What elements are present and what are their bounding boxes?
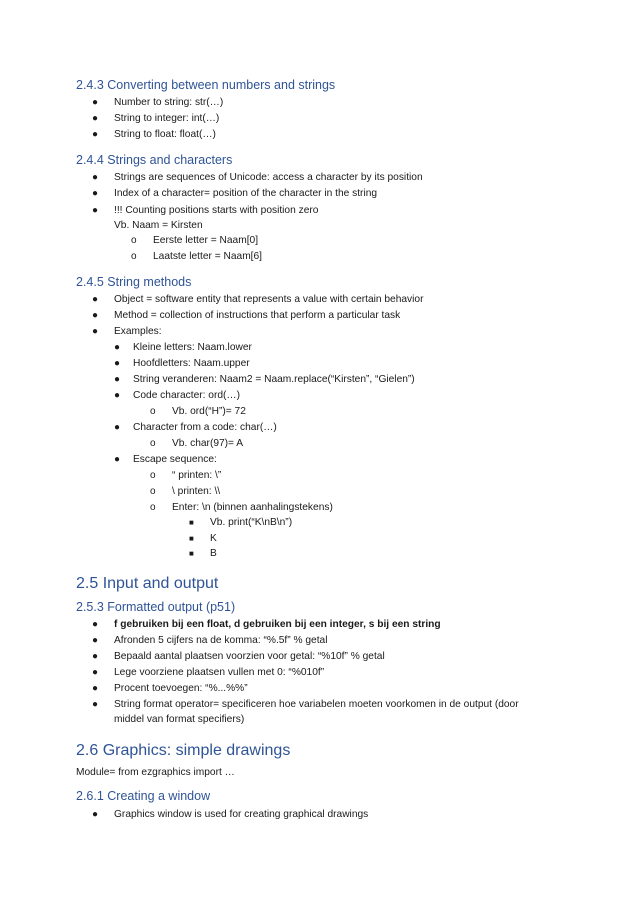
heading-2-5: 2.5 Input and output: [76, 575, 219, 592]
code-example-line: K: [210, 533, 217, 544]
list-item: Method = collection of instructions that perform a particular task: [114, 310, 401, 321]
bullet-icon: ●: [92, 172, 99, 183]
bullet-icon: ●: [114, 390, 121, 401]
sub-example-item: Enter: \n (binnen aanhalingstekens): [172, 502, 333, 513]
bullet-icon: ●: [92, 310, 99, 321]
sub-list-item: Laatste letter = Naam[6]: [153, 251, 263, 262]
sub-example-item: Vb. char(97)= A: [172, 438, 244, 449]
code-example-line: B: [210, 548, 217, 559]
example-line: Vb. Naam = Kirsten: [114, 220, 203, 231]
bullet-icon: ●: [114, 358, 121, 369]
bullet-icon: ●: [92, 294, 99, 305]
bullet-icon: ●: [114, 422, 121, 433]
bullet-icon: ●: [92, 188, 99, 199]
hollow-bullet-icon: o: [150, 406, 156, 417]
sub-example-item: “ printen: \”: [172, 470, 222, 481]
heading-2-6-1: 2.6.1 Creating a window: [76, 789, 211, 803]
list-item: Strings are sequences of Unicode: access a character by its position: [114, 172, 423, 183]
sub-example-item: Vb. ord(“H”)= 72: [172, 406, 246, 417]
bullet-icon: ●: [92, 97, 99, 108]
list-item: Afronden 5 cijfers na de komma: “%.5f” % getal: [114, 635, 328, 646]
list-item: Lege voorziene plaatsen vullen met 0: “%010f”: [114, 667, 325, 678]
list-item-continuation: middel van format specifiers): [114, 714, 245, 725]
hollow-bullet-icon: o: [150, 486, 156, 497]
bullet-icon: ●: [92, 129, 99, 140]
heading-2-4-5: 2.4.5 String methods: [76, 275, 192, 289]
list-item: Number to string: str(…): [114, 97, 224, 108]
list-item: !!! Counting positions starts with position zero: [114, 205, 319, 216]
bullet-icon: ●: [92, 667, 99, 678]
bullet-icon: ●: [92, 326, 99, 337]
square-bullet-icon: ■: [189, 534, 194, 543]
heading-2-6: 2.6 Graphics: simple drawings: [76, 742, 291, 759]
list-item: Bepaald aantal plaatsen voorzien voor getal: “%10f” % getal: [114, 651, 385, 662]
list-item: String to float: float(…): [114, 129, 216, 140]
heading-2-4-3: 2.4.3 Converting between numbers and strings: [76, 78, 336, 92]
hollow-bullet-icon: o: [150, 502, 156, 513]
example-item: Code character: ord(…): [133, 390, 241, 401]
heading-2-4-4: 2.4.4 Strings and characters: [76, 153, 233, 167]
list-item: Graphics window is used for creating graphical drawings: [114, 809, 369, 820]
bullet-icon: ●: [114, 374, 121, 385]
bullet-icon: ●: [92, 635, 99, 646]
list-item: Index of a character= position of the character in the string: [114, 188, 378, 199]
example-item: Hoofdletters: Naam.upper: [133, 358, 250, 369]
code-example-line: Vb. print(“K\nB\n”): [210, 517, 293, 528]
bullet-icon: ●: [92, 205, 99, 216]
hollow-bullet-icon: o: [150, 470, 156, 481]
bullet-icon: ●: [92, 699, 99, 710]
bullet-icon: ●: [92, 809, 99, 820]
hollow-bullet-icon: o: [131, 251, 137, 262]
list-item: Procent toevoegen: “%...%%”: [114, 683, 248, 694]
example-item: String veranderen: Naam2 = Naam.replace(“Kirsten”, “Gielen”): [133, 374, 415, 385]
hollow-bullet-icon: o: [150, 438, 156, 449]
sub-list-item: Eerste letter = Naam[0]: [153, 235, 259, 246]
square-bullet-icon: ■: [189, 518, 194, 527]
example-item: Character from a code: char(…): [133, 422, 277, 433]
list-item: String to integer: int(…): [114, 113, 220, 124]
bullet-icon: ●: [114, 342, 121, 353]
example-item: Kleine letters: Naam.lower: [133, 342, 252, 353]
list-item: Examples:: [114, 326, 162, 337]
bullet-icon: ●: [92, 113, 99, 124]
list-item-bold: f gebruiken bij een float, d gebruiken bij een integer, s bij een string: [114, 619, 441, 630]
bullet-icon: ●: [92, 651, 99, 662]
module-line: Module= from ezgraphics import …: [76, 767, 235, 778]
list-item: String format operator= specificeren hoe variabelen moeten voorkomen in de output (door: [114, 699, 519, 710]
sub-example-item: \ printen: \\: [172, 486, 221, 497]
bullet-icon: ●: [92, 619, 99, 630]
bullet-icon: ●: [92, 683, 99, 694]
hollow-bullet-icon: o: [131, 235, 137, 246]
example-item: Escape sequence:: [133, 454, 217, 465]
list-item: Object = software entity that represents a value with certain behavior: [114, 294, 424, 305]
heading-2-5-3: 2.5.3 Formatted output (p51): [76, 600, 236, 614]
square-bullet-icon: ■: [189, 549, 194, 558]
bullet-icon: ●: [114, 454, 121, 465]
